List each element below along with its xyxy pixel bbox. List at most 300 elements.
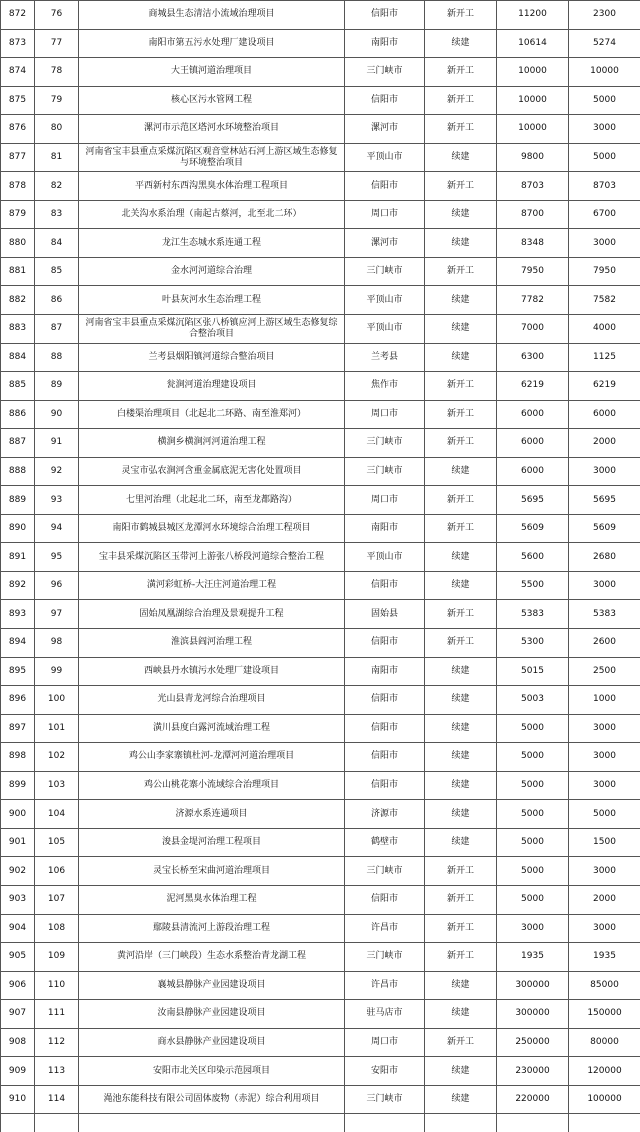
table-row: [1, 486, 640, 515]
cell-seq: 897: [1, 714, 35, 743]
cell-project-name: 襄城县静脉产业园建设项目: [79, 971, 345, 1000]
cell-seq: 896: [1, 686, 35, 715]
cell-index: 89: [35, 372, 79, 401]
cell-annual-investment: 5274: [569, 29, 640, 58]
cell-annual-investment: 3000: [569, 743, 640, 772]
cell-project-name: 漯河市示范区塔河水环境整治项目: [79, 115, 345, 144]
cell-city: 信阳市: [345, 571, 425, 600]
cell-city: 漯河市: [345, 115, 425, 144]
cell-build-type: 新开工: [425, 372, 497, 401]
cell-index: 79: [35, 86, 79, 115]
cell-city: 信阳市: [345, 629, 425, 658]
cell-annual-investment: 150000: [569, 1000, 640, 1029]
cell-city: 南阳市: [345, 514, 425, 543]
cell-total-investment: 5003: [497, 686, 569, 715]
cell-total-investment: 5609: [497, 514, 569, 543]
cell-project-name: 白楼渠治理项目（北起北二环路、南至淮郑河）: [79, 400, 345, 429]
cell-total-investment: 7950: [497, 257, 569, 286]
cell-project-name: 核心区污水管网工程: [79, 86, 345, 115]
table-row: [1, 971, 640, 1000]
cell-seq: 893: [1, 600, 35, 629]
table-row: [1, 800, 640, 829]
cell-project-name: 黄河沿岸（三门峡段）生态水系整治青龙湖工程: [79, 943, 345, 972]
cell-index: 113: [35, 1057, 79, 1086]
cell-annual-investment: 5695: [569, 486, 640, 515]
cell-index: 107: [35, 885, 79, 914]
cell-seq: 890: [1, 514, 35, 543]
cell-city: 安阳市: [345, 1057, 425, 1086]
cell-seq: 874: [1, 58, 35, 87]
cell-seq: 902: [1, 857, 35, 886]
cell-project-name: 南阳市第五污水处理厂建设项目: [79, 29, 345, 58]
table-row: [1, 828, 640, 857]
cell-total-investment: 8703: [497, 172, 569, 201]
cell-city: 信阳市: [345, 172, 425, 201]
cell-project-name: 河南省宝丰县重点采煤沉陷区观音堂林站石河上游区域生态修复与环境整治项目: [79, 143, 345, 172]
cell-build-type: 新开工: [425, 115, 497, 144]
table-row: [1, 629, 640, 658]
table-row: [1, 543, 640, 572]
cell-seq: 883: [1, 315, 35, 344]
cell-seq: 909: [1, 1057, 35, 1086]
cell-city: 平顶山市: [345, 543, 425, 572]
cell-city: 许昌市: [345, 914, 425, 943]
cell-project-name: 光山县青龙河综合治理项目: [79, 686, 345, 715]
cell-seq: 877: [1, 143, 35, 172]
cell-total-investment: 5000: [497, 857, 569, 886]
cell-annual-investment: 5000: [569, 86, 640, 115]
cell-annual-investment: 4000: [569, 315, 640, 344]
table-row: [1, 1085, 640, 1114]
cell-build-type: 续建: [425, 29, 497, 58]
cell-seq: 898: [1, 743, 35, 772]
cell-build-type: 新开工: [425, 86, 497, 115]
cell-seq: 886: [1, 400, 35, 429]
cell-seq: 895: [1, 657, 35, 686]
cell-seq: 901: [1, 828, 35, 857]
cell-seq: 905: [1, 943, 35, 972]
table-row: [1, 914, 640, 943]
cell-index: 102: [35, 743, 79, 772]
cell-index: 104: [35, 800, 79, 829]
cell-build-type: 续建: [425, 200, 497, 229]
cell-build-type: 续建: [425, 343, 497, 372]
cell-annual-investment: 1935: [569, 943, 640, 972]
cell-annual-investment: 1500: [569, 828, 640, 857]
table-row: [1, 372, 640, 401]
cell-total-investment: 9800: [497, 143, 569, 172]
cell-city: 固始县: [345, 600, 425, 629]
cell-seq: 875: [1, 86, 35, 115]
table-row: [1, 257, 640, 286]
cell-annual-investment: 5000: [569, 143, 640, 172]
table-row: [1, 172, 640, 201]
cell-project-name: 鄢陵县清流河上游段治理工程: [79, 914, 345, 943]
cell-total-investment: 5300: [497, 629, 569, 658]
cell-city: 信阳市: [345, 771, 425, 800]
cell-seq: 882: [1, 286, 35, 315]
cell-seq: 872: [1, 1, 35, 30]
table-row: [1, 1000, 640, 1029]
cell-project-name: 鸡公山桃花寨小流域综合治理项目: [79, 771, 345, 800]
cell-seq: 878: [1, 172, 35, 201]
cell-project-name: 安阳市北关区印染示范园项目: [79, 1057, 345, 1086]
cell-total-investment: 220000: [497, 1085, 569, 1114]
cell-build-type: 新开工: [425, 885, 497, 914]
cell-seq: 899: [1, 771, 35, 800]
cell-annual-investment: 3000: [569, 857, 640, 886]
cell-index: 78: [35, 58, 79, 87]
cell-project-name: 北关沟水系治理（南起古蔡河，北至北二环）: [79, 200, 345, 229]
cell-build-type: 新开工: [425, 914, 497, 943]
cell-index: 86: [35, 286, 79, 315]
cell-total-investment: 6000: [497, 400, 569, 429]
cell-annual-investment: 1000: [569, 686, 640, 715]
cell-project-name: 河南省宝丰县重点采煤沉陷区张八桥镇应河上游区域生态修复综合整治项目: [79, 315, 345, 344]
cell-total-investment: 10614: [497, 29, 569, 58]
cell-seq: 900: [1, 800, 35, 829]
cell-index: 88: [35, 343, 79, 372]
table-row: [1, 571, 640, 600]
cell-seq: 880: [1, 229, 35, 258]
cell-annual-investment: 10000: [569, 58, 640, 87]
cell-total-investment: 6300: [497, 343, 569, 372]
cell-seq: 876: [1, 115, 35, 144]
cell-total-investment: 5015: [497, 657, 569, 686]
cell-build-type: 新开工: [425, 172, 497, 201]
cell-build-type: 新开工: [425, 486, 497, 515]
cell-index: 82: [35, 172, 79, 201]
table-row: [1, 143, 640, 172]
table-row: [1, 400, 640, 429]
table-row: [1, 115, 640, 144]
cell-total-investment: 10000: [497, 115, 569, 144]
cell-project-name: 固始凤凰湖综合治理及景观提升工程: [79, 600, 345, 629]
cell-annual-investment: 8703: [569, 172, 640, 201]
cell-project-name: 浚县金堤河治理工程项目: [79, 828, 345, 857]
cell-city: 信阳市: [345, 86, 425, 115]
cell-project-name: 西峡县丹水镇污水处理厂建设项目: [79, 657, 345, 686]
cell-build-type: 续建: [425, 743, 497, 772]
cell-total-investment: 8348: [497, 229, 569, 258]
cell-seq: 894: [1, 629, 35, 658]
cell-index: 109: [35, 943, 79, 972]
table-row: [1, 885, 640, 914]
table-row: [1, 200, 640, 229]
cell-seq: 910: [1, 1085, 35, 1114]
cell-build-type: 新开工: [425, 857, 497, 886]
cell-project-name: 叶县灰河水生态治理工程: [79, 286, 345, 315]
cell-build-type: 续建: [425, 714, 497, 743]
table-row: [1, 943, 640, 972]
cell-annual-investment: 6000: [569, 400, 640, 429]
cell-seq: 881: [1, 257, 35, 286]
cell-total-investment: 6000: [497, 457, 569, 486]
table-row: [1, 86, 640, 115]
cell-index: 90: [35, 400, 79, 429]
cell-seq: 884: [1, 343, 35, 372]
cell-project-name: 渑池东能科技有限公司固体废物（赤泥）综合利用项目: [79, 1085, 345, 1114]
table-row: [1, 29, 640, 58]
cell-index: 108: [35, 914, 79, 943]
cell-city: 信阳市: [345, 686, 425, 715]
cell-total-investment: 250000: [497, 1028, 569, 1057]
cell-index: 94: [35, 514, 79, 543]
table-row: [1, 315, 640, 344]
cell-project-name: 横涧乡横涧河河道治理工程: [79, 429, 345, 458]
cell-total-investment: 5000: [497, 771, 569, 800]
cell-city: 三门峡市: [345, 257, 425, 286]
cell-build-type: 续建: [425, 771, 497, 800]
cell-index: 83: [35, 200, 79, 229]
cell-annual-investment: 6700: [569, 200, 640, 229]
cell-total-investment: 230000: [497, 1057, 569, 1086]
cell-city: 信阳市: [345, 1, 425, 30]
cell-annual-investment: 5383: [569, 600, 640, 629]
cell-city: 三门峡市: [345, 943, 425, 972]
cell-index: 105: [35, 828, 79, 857]
cell-build-type: 续建: [425, 229, 497, 258]
cell-total-investment: 5000: [497, 743, 569, 772]
cell-city: 济源市: [345, 800, 425, 829]
table-row: [1, 600, 640, 629]
cell-project-name: 瓮涧河道治理建设项目: [79, 372, 345, 401]
cell-total-investment: 6219: [497, 372, 569, 401]
table-row: [1, 1028, 640, 1057]
cell-build-type: 续建: [425, 657, 497, 686]
cell-index: 103: [35, 771, 79, 800]
cell-total-investment: 11200: [497, 1, 569, 30]
cell-seq: 888: [1, 457, 35, 486]
cell-city: 驻马店市: [345, 1000, 425, 1029]
cell-build-type: 新开工: [425, 600, 497, 629]
cell-build-type: 续建: [425, 457, 497, 486]
cell-build-type: 续建: [425, 315, 497, 344]
cell-annual-investment: 3000: [569, 771, 640, 800]
cell-build-type: 新开工: [425, 1028, 497, 1057]
cell-city: 鹤壁市: [345, 828, 425, 857]
cell-seq: 907: [1, 1000, 35, 1029]
cell-build-type: 续建: [425, 543, 497, 572]
table-row: [1, 286, 640, 315]
cell-total-investment: 5000: [497, 800, 569, 829]
cell-annual-investment: 7582: [569, 286, 640, 315]
cell-total-investment: 5000: [497, 885, 569, 914]
cell-index: 101: [35, 714, 79, 743]
cell-seq: 906: [1, 971, 35, 1000]
cell-annual-investment: 6219: [569, 372, 640, 401]
cell-city: 三门峡市: [345, 857, 425, 886]
cell-total-investment: 1935: [497, 943, 569, 972]
cell-total-investment: 5695: [497, 486, 569, 515]
cell-index: 97: [35, 600, 79, 629]
cell-index: 93: [35, 486, 79, 515]
table-row: [1, 657, 640, 686]
cell-project-name: 平西新村东西沟黑臭水体治理工程项目: [79, 172, 345, 201]
cell-annual-investment: 3000: [569, 714, 640, 743]
cell-index: 85: [35, 257, 79, 286]
cell-total-investment: 6000: [497, 429, 569, 458]
cell-seq: 903: [1, 885, 35, 914]
cell-project-name: 商城县生态清洁小流域治理项目: [79, 1, 345, 30]
cell-annual-investment: 7950: [569, 257, 640, 286]
cell-project-name: 济源水系连通项目: [79, 800, 345, 829]
cell-annual-investment: 1125: [569, 343, 640, 372]
cell-city: 南阳市: [345, 657, 425, 686]
cell-index: 87: [35, 315, 79, 344]
cell-total-investment: 5000: [497, 828, 569, 857]
cell-index: 80: [35, 115, 79, 144]
cell-build-type: 续建: [425, 828, 497, 857]
table-body: [1, 1, 640, 1132]
cell-build-type: 新开工: [425, 943, 497, 972]
cell-city: 平顶山市: [345, 315, 425, 344]
cell-annual-investment: 3000: [569, 457, 640, 486]
cell-annual-investment: 120000: [569, 1057, 640, 1086]
cell-annual-investment: 3000: [569, 115, 640, 144]
table-row: [1, 857, 640, 886]
cell-build-type: 续建: [425, 686, 497, 715]
cell-city: 焦作市: [345, 372, 425, 401]
cell-build-type: 新开工: [425, 629, 497, 658]
cell-annual-investment: 2500: [569, 657, 640, 686]
cell-index: 77: [35, 29, 79, 58]
table-row: [1, 743, 640, 772]
cell-index: 96: [35, 571, 79, 600]
cell-city: 三门峡市: [345, 429, 425, 458]
cell-project-name: 商水县静脉产业园建设项目: [79, 1028, 345, 1057]
cell-annual-investment: 3000: [569, 914, 640, 943]
cell-seq: 908: [1, 1028, 35, 1057]
cell-index: 106: [35, 857, 79, 886]
cell-total-investment: 7782: [497, 286, 569, 315]
cell-project-name: 淮滨县阎河治理工程: [79, 629, 345, 658]
cell-annual-investment: 2000: [569, 429, 640, 458]
cell-project-name: 灵宝长桥至宋曲河道治理项目: [79, 857, 345, 886]
cell-city: 周口市: [345, 200, 425, 229]
cell-city: 平顶山市: [345, 143, 425, 172]
table-row: [1, 714, 640, 743]
cell-build-type: 续建: [425, 143, 497, 172]
cell-project-name: 泥河黑臭水体治理工程: [79, 885, 345, 914]
table-row: [1, 58, 640, 87]
cell-city: 三门峡市: [345, 1085, 425, 1114]
cell-project-name: 大王镇河道治理项目: [79, 58, 345, 87]
cell-build-type: 新开工: [425, 400, 497, 429]
cell-index: 95: [35, 543, 79, 572]
cell-project-name: 七里河治理（北起北二环，南至龙都路沟）: [79, 486, 345, 515]
cell-index: 92: [35, 457, 79, 486]
cell-project-name: 宝丰县采煤沉陷区玉带河上游张八桥段河道综合整治工程: [79, 543, 345, 572]
cell-build-type: 续建: [425, 571, 497, 600]
cell-total-investment: 5600: [497, 543, 569, 572]
cell-city: 信阳市: [345, 743, 425, 772]
cell-index: 100: [35, 686, 79, 715]
cell-index: 98: [35, 629, 79, 658]
cell-seq: 889: [1, 486, 35, 515]
cell-index: 91: [35, 429, 79, 458]
cell-annual-investment: 2680: [569, 543, 640, 572]
cell-annual-investment: 5000: [569, 800, 640, 829]
table-row: [1, 686, 640, 715]
cell-build-type: 续建: [425, 286, 497, 315]
cell-seq: 891: [1, 543, 35, 572]
cell-city: 三门峡市: [345, 457, 425, 486]
cell-build-type: 新开工: [425, 1, 497, 30]
cell-city: 漯河市: [345, 229, 425, 258]
cell-index: 114: [35, 1085, 79, 1114]
cell-project-name: 潢河彩虹桥-大汪庄河道治理工程: [79, 571, 345, 600]
cell-index: 111: [35, 1000, 79, 1029]
cell-build-type: 续建: [425, 800, 497, 829]
cell-annual-investment: 5609: [569, 514, 640, 543]
cell-city: 许昌市: [345, 971, 425, 1000]
cell-project-name: 潢川县度白露河流域治理工程: [79, 714, 345, 743]
cell-city: 周口市: [345, 1028, 425, 1057]
cell-city: 信阳市: [345, 885, 425, 914]
cell-seq: 887: [1, 429, 35, 458]
cell-city: 三门峡市: [345, 58, 425, 87]
cell-project-name: 龙江生态城水系连通工程: [79, 229, 345, 258]
table-row: [1, 343, 640, 372]
cell-seq: 904: [1, 914, 35, 943]
cell-annual-investment: 3000: [569, 571, 640, 600]
cell-total-investment: 7000: [497, 315, 569, 344]
cell-city: 周口市: [345, 400, 425, 429]
cell-annual-investment: 100000: [569, 1085, 640, 1114]
cell-seq: 873: [1, 29, 35, 58]
cell-annual-investment: 3000: [569, 229, 640, 258]
cell-total-investment: 300000: [497, 1000, 569, 1029]
cell-build-type: 续建: [425, 1000, 497, 1029]
cell-index: 81: [35, 143, 79, 172]
cell-build-type: 新开工: [425, 514, 497, 543]
cell-total-investment: 5383: [497, 600, 569, 629]
cell-build-type: 续建: [425, 971, 497, 1000]
cell-seq: 879: [1, 200, 35, 229]
cell-annual-investment: 80000: [569, 1028, 640, 1057]
cell-total-investment: 5500: [497, 571, 569, 600]
cell-total-investment: 10000: [497, 58, 569, 87]
cell-annual-investment: 2300: [569, 1, 640, 30]
cell-project-name: 金水河河道综合治理: [79, 257, 345, 286]
cell-build-type: 新开工: [425, 429, 497, 458]
table-row: [1, 1, 640, 30]
cell-city: 南阳市: [345, 29, 425, 58]
cell-project-name: 汝南县静脉产业园建设项目: [79, 1000, 345, 1029]
table-row: [1, 514, 640, 543]
cell-total-investment: 5000: [497, 714, 569, 743]
cell-project-name: 兰考县烟阳镇河道综合整治项目: [79, 343, 345, 372]
cell-city: 兰考县: [345, 343, 425, 372]
cell-index: 99: [35, 657, 79, 686]
cell-project-name: 灵宝市弘农涧河含重金属底泥无害化处置项目: [79, 457, 345, 486]
cell-seq: 885: [1, 372, 35, 401]
cell-total-investment: 300000: [497, 971, 569, 1000]
table-row: [1, 771, 640, 800]
cell-seq: 892: [1, 571, 35, 600]
cell-total-investment: 3000: [497, 914, 569, 943]
cell-index: 112: [35, 1028, 79, 1057]
cell-build-type: 续建: [425, 1085, 497, 1114]
table-row: [1, 429, 640, 458]
cell-total-investment: 8700: [497, 200, 569, 229]
cell-index: 84: [35, 229, 79, 258]
cell-build-type: 新开工: [425, 257, 497, 286]
cell-city: 周口市: [345, 486, 425, 515]
cell-build-type: 新开工: [425, 58, 497, 87]
cell-project-name: 南阳市鹤城县城区龙潭河水环境综合治理工程项目: [79, 514, 345, 543]
